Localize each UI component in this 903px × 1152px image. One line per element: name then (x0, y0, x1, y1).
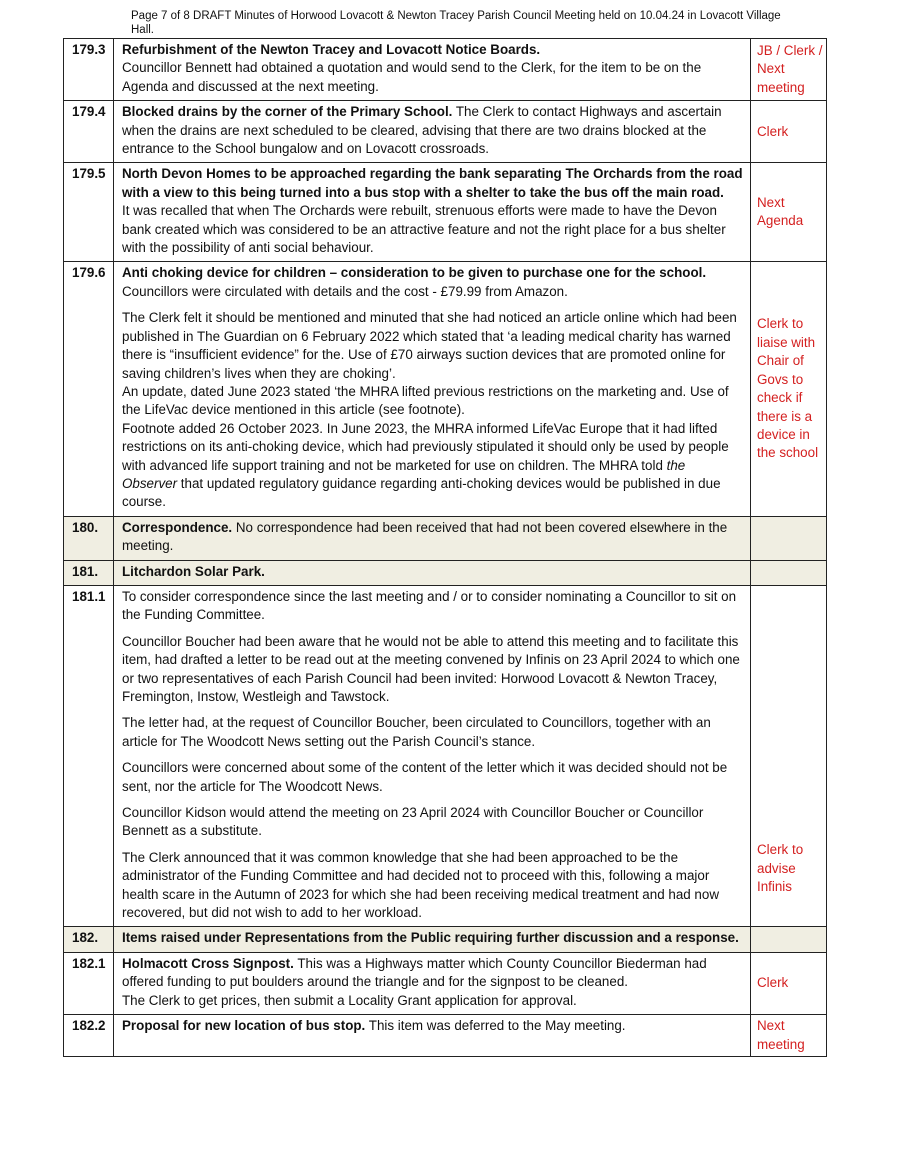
action-cell: JB / Clerk / Next meeting (751, 39, 827, 101)
action-cell (751, 927, 827, 952)
item-number: 182.1 (64, 952, 114, 1014)
action-cell: Clerk (751, 101, 827, 163)
item-paragraph: Councillor Kidson would attend the meeting on 23 April 2024 with Councillor Boucher or Councillor Bennett as a substitute. (122, 805, 704, 839)
item-number: 179.4 (64, 101, 114, 163)
item-number: 182. (64, 927, 114, 952)
item-paragraph: Councillor Boucher had been aware that he would not be able to attend this meeting and to facilitate this item, had drafted a letter to be read out at the meeting convened by Infinis on 23 April 2024 to which one or two representatives of each Parish Council had been invited: Horwood Lovacott & Newton Tracey, Fremington, Instow, Westleigh and Tawstock. (122, 633, 740, 704)
minutes-row-179-5 (64, 163, 827, 262)
minutes-row-180 (64, 516, 827, 560)
item-heading: Holmacott Cross Signpost. (122, 955, 294, 971)
item-heading: Proposal for new location of bus stop. (122, 1018, 366, 1034)
footnote-text-end: that updated regulatory guidance regarding anti-choking devices would be published in due course. (122, 475, 721, 510)
minutes-table (63, 38, 827, 1057)
item-heading: Litchardon Solar Park. (114, 560, 751, 585)
item-text: The Clerk to get prices, then submit a Locality Grant application for approval. (122, 992, 577, 1008)
item-number: 179.3 (64, 39, 114, 101)
action-cell (751, 560, 827, 585)
item-paragraph: Councillors were concerned about some of the content of the letter which it was decided should not be sent, nor the article for The Woodcott News. (122, 760, 728, 794)
item-number: 181.1 (64, 585, 114, 927)
action-cell: Next Agenda (751, 163, 827, 262)
action-cell: Clerk to liaise with Chair of Govs to check if there is a device in the school (751, 262, 827, 516)
item-body (114, 1015, 751, 1057)
item-paragraph: The letter had, at the request of Councillor Boucher, been circulated to Councillors, together with an article for The Woodcott News setting out the Parish Council’s stance. (122, 715, 711, 749)
item-paragraph: The Clerk felt it should be mentioned and minuted that she had noticed an article online which had been published in The Guardian on 6 February 2022 which stated that ‘a leading medical charity has warned there is “insufficient evidence” for the. Use of £70 airways suction devices that are promoted online for saving children’s lives when they are choking’. (122, 310, 737, 381)
item-number: 181. (64, 560, 114, 585)
item-paragraph: The Clerk announced that it was common knowledge that she had been approached to be the administrator of the Funding Committee and had decided not to proceed with this, following a major health scare in the Autumn of 2023 for which she had been receiving medical treatment and had now recovered, but did not wish to add to her workload. (122, 849, 720, 921)
item-number: 182.2 (64, 1015, 114, 1057)
item-text: Councillor Bennett had obtained a quotation and would send to the Clerk, for the item to be on the Agenda and discussed at the next meeting. (122, 60, 702, 94)
minutes-row-181-1 (64, 585, 827, 927)
footnote-publication: the Observer (122, 457, 686, 491)
item-heading: Blocked drains by the corner of the Primary School. (122, 104, 453, 120)
item-body (114, 163, 751, 262)
item-body (114, 39, 751, 101)
minutes-row-182 (64, 927, 827, 952)
minutes-row-179-4 (64, 101, 827, 163)
page-header: Page 7 of 8 DRAFT Minutes of Horwood Lovacott & Newton Tracey Parish Council Meeting held on 10.04.24 in Lovacott Village Hall. (131, 10, 781, 36)
action-cell (751, 516, 827, 560)
item-paragraph: To consider correspondence since the last meeting and / or to consider nominating a Councillor to sit on the Funding Committee. (122, 588, 737, 623)
item-body (114, 516, 751, 560)
item-number: 179.6 (64, 262, 114, 516)
item-text: No correspondence had been received that had not been covered elsewhere in the meeting. (122, 519, 728, 554)
minutes-row-182-1 (64, 952, 827, 1014)
minutes-row-181 (64, 560, 827, 585)
action-cell: Next meeting (751, 1015, 827, 1057)
minutes-row-182-2 (64, 1015, 827, 1057)
item-text: This was a Highways matter which County Councillor Biederman had offered funding to put boulders around the triangle and for the signpost to be cleaned. (122, 955, 707, 990)
item-body (114, 585, 751, 927)
item-paragraph: An update, dated June 2023 stated ‘the MHRA lifted previous restrictions on the marketing and. Use of the LifeVac device mentioned in this article (see footnote). (122, 383, 729, 418)
item-text: The Clerk to contact Highways and ascertain when the drains are next scheduled to be cleared, advising that there are two drains blocked at the entrance to the School bungalow and on Lovacott crossroads. (122, 104, 722, 157)
item-heading: Anti choking device for children – consideration to be given to purchase one for the school. (122, 265, 707, 281)
minutes-row-179-6 (64, 262, 827, 516)
item-heading: Refurbishment of the Newton Tracey and Lovacott Notice Boards. (122, 42, 541, 57)
item-body (114, 101, 751, 163)
item-body (114, 952, 751, 1014)
item-text: Councillors were circulated with details and the cost - £79.99 from Amazon. (122, 283, 568, 299)
action-cell: Clerk (751, 952, 827, 1014)
footnote-text: Footnote added 26 October 2023. In June 2023, the MHRA informed LifeVac Europe that it had lifted restrictions on its anti-choking device, which had previously stipulated it should only be used by people with advanced life support training and not be marketed for use on children. The MHRA told (122, 420, 729, 473)
minutes-row-179-3 (64, 39, 827, 101)
item-body (114, 262, 751, 516)
item-text: It was recalled that when The Orchards were rebuilt, strenuous efforts were made to have the Devon bank created which was considered to be an attractive feature and not the right place for a bus shelter with the possibility of anti social behaviour. (122, 203, 726, 256)
item-number: 179.5 (64, 163, 114, 262)
item-number: 180. (64, 516, 114, 560)
action-cell: Clerk to advise Infinis (751, 585, 827, 927)
item-heading: North Devon Homes to be approached regarding the bank separating The Orchards from the road with a view to this being turned into a bus stop with a shelter to take the bus off the main road. (122, 166, 743, 200)
item-text: This item was deferred to the May meeting. (368, 1018, 626, 1034)
item-heading: Items raised under Representations from the Public requiring further discussion and a response. (114, 927, 751, 952)
item-heading: Correspondence. (122, 519, 233, 535)
